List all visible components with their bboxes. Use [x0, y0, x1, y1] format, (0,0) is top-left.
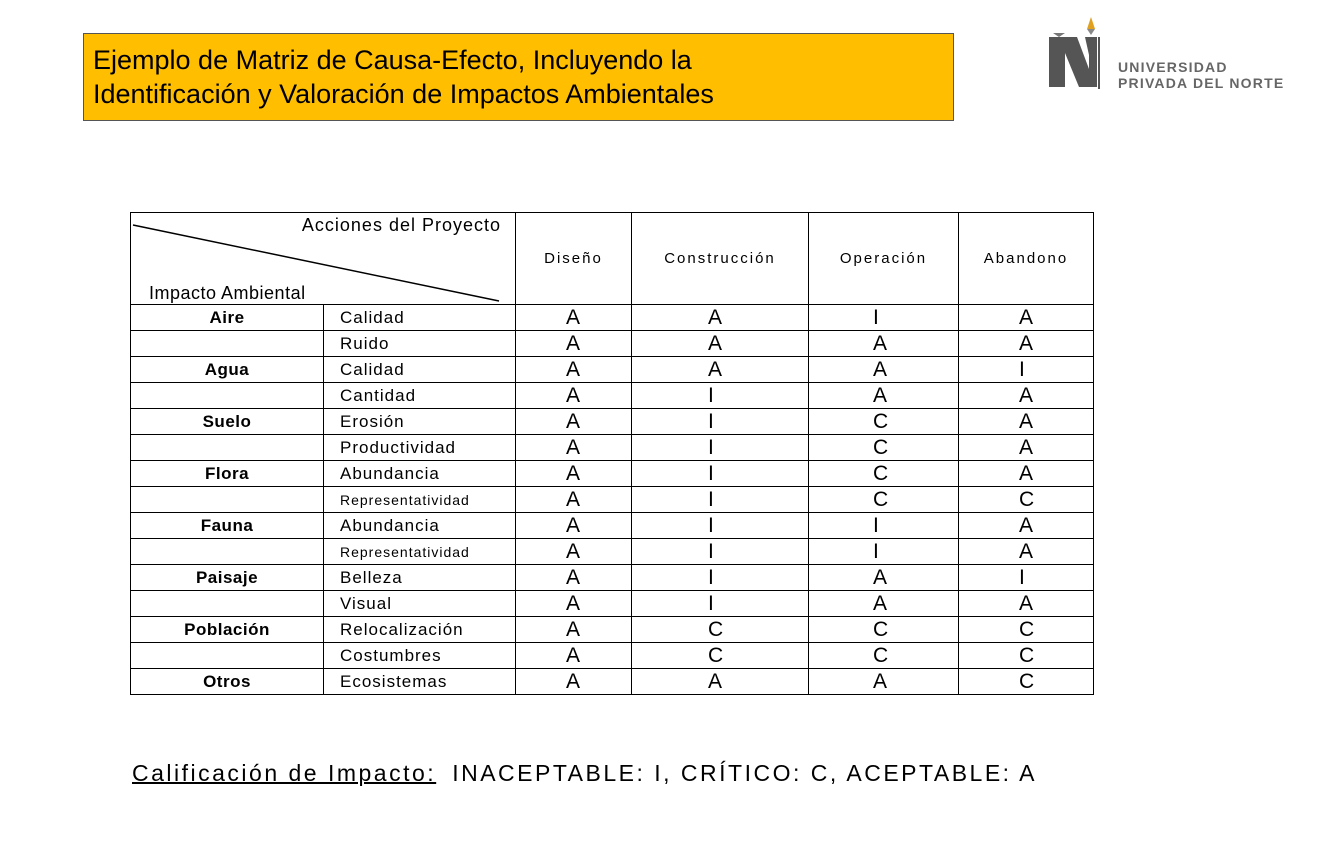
factor-cell: Aire: [131, 305, 324, 331]
rating-value: C: [1019, 618, 1035, 641]
rating-cell: [632, 331, 809, 357]
factor-cell: [131, 435, 324, 461]
factor-cell: [131, 487, 324, 513]
rating-value: A: [873, 592, 888, 615]
phase-header: Operación: [809, 213, 959, 305]
impact-legend: [132, 760, 1037, 787]
rating-cell: [809, 383, 959, 409]
rating-value: C: [708, 618, 724, 641]
rating-cell: [809, 669, 959, 695]
rating-value: A: [566, 410, 581, 433]
factor-cell: Flora: [131, 461, 324, 487]
subfactor-cell: Ecosistemas: [324, 669, 516, 695]
rating-cell: [959, 643, 1094, 669]
rating-value: A: [566, 540, 581, 563]
rating-cell: [809, 617, 959, 643]
subfactor-cell: Abundancia: [324, 461, 516, 487]
rating-value: I: [873, 306, 879, 329]
rating-cell: [632, 461, 809, 487]
matrix-row: [131, 565, 1094, 591]
rating-value: C: [708, 644, 724, 667]
rating-value: C: [873, 618, 889, 641]
rating-cell: [632, 357, 809, 383]
rating-value: I: [708, 384, 714, 407]
factor-cell: [131, 383, 324, 409]
rating-value: I: [708, 462, 714, 485]
matrix-row: [131, 461, 1094, 487]
rating-cell: [809, 461, 959, 487]
factor-cell: [131, 643, 324, 669]
rating-cell: [809, 305, 959, 331]
rating-value: C: [873, 488, 889, 511]
subfactor-cell: Costumbres: [324, 643, 516, 669]
rating-cell: [516, 513, 632, 539]
rating-cell: [516, 435, 632, 461]
impact-header: Impacto Ambiental: [149, 283, 306, 303]
rating-cell: [516, 409, 632, 435]
subfactor-cell: Erosión: [324, 409, 516, 435]
rating-cell: [632, 513, 809, 539]
factor-cell: Suelo: [131, 409, 324, 435]
rating-cell: [809, 513, 959, 539]
subfactor-cell: Relocalización: [324, 617, 516, 643]
rating-cell: [632, 617, 809, 643]
rating-value: I: [708, 566, 714, 589]
matrix-row: [131, 617, 1094, 643]
rating-value: A: [566, 488, 581, 511]
rating-value: A: [873, 670, 888, 693]
rating-value: I: [873, 514, 879, 537]
rating-value: A: [566, 462, 581, 485]
matrix-header-row: [131, 213, 1094, 305]
subfactor-cell: Cantidad: [324, 383, 516, 409]
rating-cell: [809, 409, 959, 435]
rating-value: C: [873, 436, 889, 459]
rating-cell: [516, 617, 632, 643]
rating-value: I: [708, 488, 714, 511]
logo-line-2: PRIVADA DEL NORTE: [1118, 75, 1285, 91]
rating-value: A: [566, 670, 581, 693]
rating-value: I: [1019, 566, 1025, 589]
rating-cell: [959, 669, 1094, 695]
rating-value: I: [873, 540, 879, 563]
rating-value: A: [873, 566, 888, 589]
rating-cell: [959, 409, 1094, 435]
rating-cell: [959, 383, 1094, 409]
rating-cell: [632, 565, 809, 591]
rating-cell: [809, 435, 959, 461]
rating-cell: [809, 565, 959, 591]
subfactor-cell: Productividad: [324, 435, 516, 461]
factor-cell: Paisaje: [131, 565, 324, 591]
rating-value: A: [873, 332, 888, 355]
rating-value: A: [1019, 540, 1034, 563]
rating-cell: [516, 643, 632, 669]
rating-cell: [809, 331, 959, 357]
subfactor-cell: Visual: [324, 591, 516, 617]
rating-cell: [959, 513, 1094, 539]
matrix-row: [131, 591, 1094, 617]
factor-cell: [131, 591, 324, 617]
rating-cell: [632, 643, 809, 669]
rating-value: C: [873, 410, 889, 433]
subfactor-cell: Ruido: [324, 331, 516, 357]
legend-text: INACEPTABLE: I, CRÍTICO: C, ACEPTABLE: A: [452, 760, 1038, 786]
rating-cell: [809, 487, 959, 513]
subfactor-cell: Belleza: [324, 565, 516, 591]
upn-logo-icon: [1045, 15, 1115, 95]
rating-value: I: [708, 436, 714, 459]
rating-cell: [632, 669, 809, 695]
rating-value: I: [708, 410, 714, 433]
factor-cell: Agua: [131, 357, 324, 383]
rating-value: A: [1019, 384, 1034, 407]
rating-value: A: [1019, 592, 1034, 615]
rating-cell: [516, 305, 632, 331]
subfactor-cell: Representatividad: [324, 487, 516, 513]
matrix-row: [131, 669, 1094, 695]
rating-cell: [516, 383, 632, 409]
matrix-body: [131, 213, 1094, 695]
rating-cell: [516, 461, 632, 487]
rating-cell: [959, 331, 1094, 357]
matrix-row: [131, 409, 1094, 435]
matrix-row: [131, 435, 1094, 461]
matrix-row: [131, 383, 1094, 409]
rating-cell: [959, 591, 1094, 617]
rating-value: A: [873, 358, 888, 381]
rating-value: A: [566, 332, 581, 355]
rating-cell: [959, 487, 1094, 513]
rating-value: A: [566, 566, 581, 589]
subfactor-cell: Calidad: [324, 305, 516, 331]
rating-value: A: [566, 514, 581, 537]
rating-value: A: [873, 384, 888, 407]
rating-value: I: [1019, 358, 1025, 381]
title-line-2: Identificación y Valoración de Impactos Ambientales: [93, 79, 714, 109]
factor-cell: [131, 331, 324, 357]
rating-cell: [516, 539, 632, 565]
university-logo: [1045, 15, 1310, 95]
phase-header: Construcción: [632, 213, 809, 305]
rating-cell: [959, 539, 1094, 565]
impact-matrix: [130, 212, 1094, 695]
rating-cell: [632, 435, 809, 461]
rating-value: C: [1019, 488, 1035, 511]
rating-cell: [632, 305, 809, 331]
rating-value: A: [708, 306, 723, 329]
rating-value: A: [566, 384, 581, 407]
subfactor-cell: Representatividad: [324, 539, 516, 565]
rating-cell: [959, 305, 1094, 331]
logo-line-1: UNIVERSIDAD: [1118, 59, 1228, 75]
rating-cell: [632, 591, 809, 617]
rating-cell: [809, 643, 959, 669]
rating-value: A: [1019, 462, 1034, 485]
rating-value: A: [1019, 306, 1034, 329]
rating-cell: [959, 357, 1094, 383]
phase-header: Abandono: [959, 213, 1094, 305]
matrix-row: [131, 305, 1094, 331]
rating-cell: [632, 383, 809, 409]
rating-cell: [959, 435, 1094, 461]
rating-value: A: [566, 592, 581, 615]
rating-value: C: [873, 462, 889, 485]
rating-cell: [632, 487, 809, 513]
rating-cell: [809, 539, 959, 565]
subfactor-cell: Calidad: [324, 357, 516, 383]
rating-value: A: [566, 358, 581, 381]
rating-value: A: [708, 670, 723, 693]
rating-value: A: [566, 644, 581, 667]
rating-cell: [959, 565, 1094, 591]
matrix-row: [131, 643, 1094, 669]
factor-cell: [131, 539, 324, 565]
actions-header: Acciones del Proyecto: [301, 215, 501, 235]
rating-value: I: [708, 592, 714, 615]
rating-value: A: [1019, 332, 1034, 355]
rating-cell: [809, 591, 959, 617]
rating-value: A: [566, 618, 581, 641]
matrix-row: [131, 487, 1094, 513]
rating-cell: [959, 617, 1094, 643]
rating-cell: [516, 331, 632, 357]
rating-value: A: [708, 332, 723, 355]
university-name: [1118, 59, 1284, 91]
matrix-corner-header: [131, 213, 516, 305]
rating-cell: [632, 409, 809, 435]
rating-cell: [516, 487, 632, 513]
factor-cell: Población: [131, 617, 324, 643]
factor-cell: Fauna: [131, 513, 324, 539]
matrix-row: [131, 331, 1094, 357]
rating-cell: [516, 357, 632, 383]
rating-cell: [959, 461, 1094, 487]
rating-value: C: [1019, 670, 1035, 693]
rating-cell: [809, 357, 959, 383]
rating-cell: [516, 669, 632, 695]
phase-header: Diseño: [516, 213, 632, 305]
rating-cell: [516, 565, 632, 591]
rating-value: A: [566, 306, 581, 329]
rating-value: A: [708, 358, 723, 381]
matrix-row: [131, 357, 1094, 383]
rating-value: I: [708, 540, 714, 563]
rating-value: A: [566, 436, 581, 459]
rating-value: A: [1019, 410, 1034, 433]
rating-value: A: [1019, 514, 1034, 537]
rating-value: I: [708, 514, 714, 537]
title-line-1: Ejemplo de Matriz de Causa-Efecto, Incluyendo la: [93, 45, 692, 75]
slide-title: [83, 33, 954, 121]
factor-cell: Otros: [131, 669, 324, 695]
rating-cell: [516, 591, 632, 617]
rating-cell: [632, 539, 809, 565]
matrix-row: [131, 539, 1094, 565]
rating-value: C: [873, 644, 889, 667]
rating-value: C: [1019, 644, 1035, 667]
subfactor-cell: Abundancia: [324, 513, 516, 539]
legend-label: Calificación de Impacto:: [132, 760, 437, 786]
rating-value: A: [1019, 436, 1034, 459]
matrix-row: [131, 513, 1094, 539]
